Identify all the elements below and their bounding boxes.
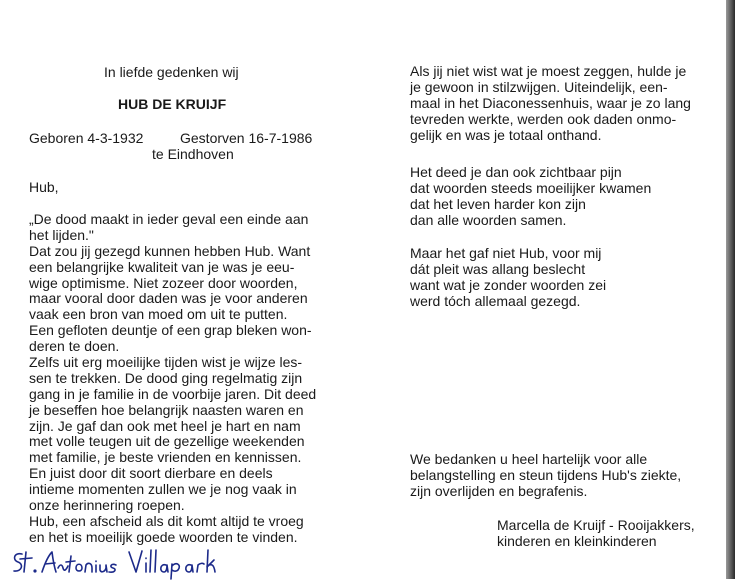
text-line: Een gefloten deuntje of een grap bleken won- — [29, 322, 312, 339]
intro-line: In liefde gedenken wij — [104, 64, 239, 80]
text-line: met volle teugen uit de gezellige weekenden — [29, 433, 305, 450]
text-line: zijn. Je gaf dan ook met heel je hart en nam — [29, 417, 301, 434]
text-line: intieme momenten zullen we je nog vaak in — [29, 481, 297, 498]
thank-you-note — [410, 452, 681, 500]
text-line: werd tóch allemaal gezegd. — [410, 292, 581, 309]
text-line: En juist door dit soort dierbare en deels — [29, 465, 273, 482]
text-line: je beseffen hoe belangrijk naasten waren en — [29, 401, 304, 418]
text-line: dát pleit was allang beslecht — [410, 260, 586, 277]
deceased-name: HUB DE KRUIJF — [118, 96, 227, 112]
handwritten-note — [8, 546, 270, 580]
right-paragraph-1 — [410, 64, 705, 143]
text-line: gelijk en was je totaal onthand. — [410, 126, 602, 143]
text-line: We bedanken u heel hartelijk voor alle — [410, 451, 648, 467]
text-line: Dat zou jij gezegd kunnen hebben Hub. Want — [29, 242, 311, 259]
text-line: met familie, je beste vrienden en kennissen. — [29, 449, 302, 466]
text-line: wige optimisme. Niet zozeer door woorden, — [29, 274, 298, 291]
death-place: te Eindhoven — [152, 146, 234, 162]
text-line: Zelfs uit erg moeilijke tijden wist je wijze les- — [29, 354, 303, 371]
text-line: sen te trekken. De dood ging regelmatig zijn — [29, 369, 303, 386]
poem-stanza-1 — [410, 165, 651, 229]
text-line: Maar het gaf niet Hub, voor mij — [410, 245, 602, 261]
left-body-text — [29, 212, 329, 546]
text-line: tevreden werkte, werden ook daden onmo- — [410, 110, 677, 127]
text-line: dan alle woorden samen. — [410, 211, 567, 228]
text-line: onze herinnering roepen. — [29, 497, 185, 514]
salutation: Hub, — [29, 179, 59, 195]
text-line: Als jij niet wist wat je moest zeggen, hulde je — [410, 63, 687, 79]
poem-stanza-2 — [410, 246, 606, 310]
text-line: want wat je zonder woorden zei — [410, 276, 607, 293]
text-line: dat het leven harder kon zijn — [410, 195, 586, 212]
family-signature — [497, 518, 695, 550]
text-line: vaak een bron van moed om uit te putten. — [29, 306, 288, 323]
text-line: Marcella de Kruijf - Rooijakkers, — [497, 517, 695, 533]
text-line: Hub, een afscheid als dit komt altijd te vroeg — [29, 512, 304, 529]
text-line: Het deed je dan ook zichtbaar pijn — [410, 164, 622, 180]
text-line: belangstelling en steun tijdens Hub's ziekte, — [410, 466, 682, 483]
text-line: „De dood maakt in ieder geval een einde aan — [29, 211, 309, 227]
scan-edge — [726, 0, 735, 579]
text-line: het lijden." — [29, 226, 94, 243]
text-line: en het is moeilijk goede woorden te vinden. — [29, 528, 298, 545]
text-line: dat woorden steeds moeilijker kwamen — [410, 179, 652, 196]
text-line: gang in je familie in de voorbije jaren. Dit deed — [29, 385, 317, 402]
death-date: Gestorven 16-7-1986 — [180, 130, 313, 146]
text-line: deren te doen. — [29, 338, 120, 355]
text-line: een belangrijke kwaliteit van je was je eeu- — [29, 258, 295, 275]
text-line: kinderen en kleinkinderen — [497, 532, 657, 549]
text-line: maal in het Diaconessenhuis, waar je zo lang — [410, 94, 691, 111]
text-line: maar vooral door daden was je voor anderen — [29, 290, 308, 307]
birth-date: Geboren 4-3-1932 — [29, 130, 144, 146]
text-line: zijn overlijden en begrafenis. — [410, 482, 588, 499]
text-line: je gewoon in stilzwijgen. Uiteindelijk, een- — [410, 78, 668, 95]
